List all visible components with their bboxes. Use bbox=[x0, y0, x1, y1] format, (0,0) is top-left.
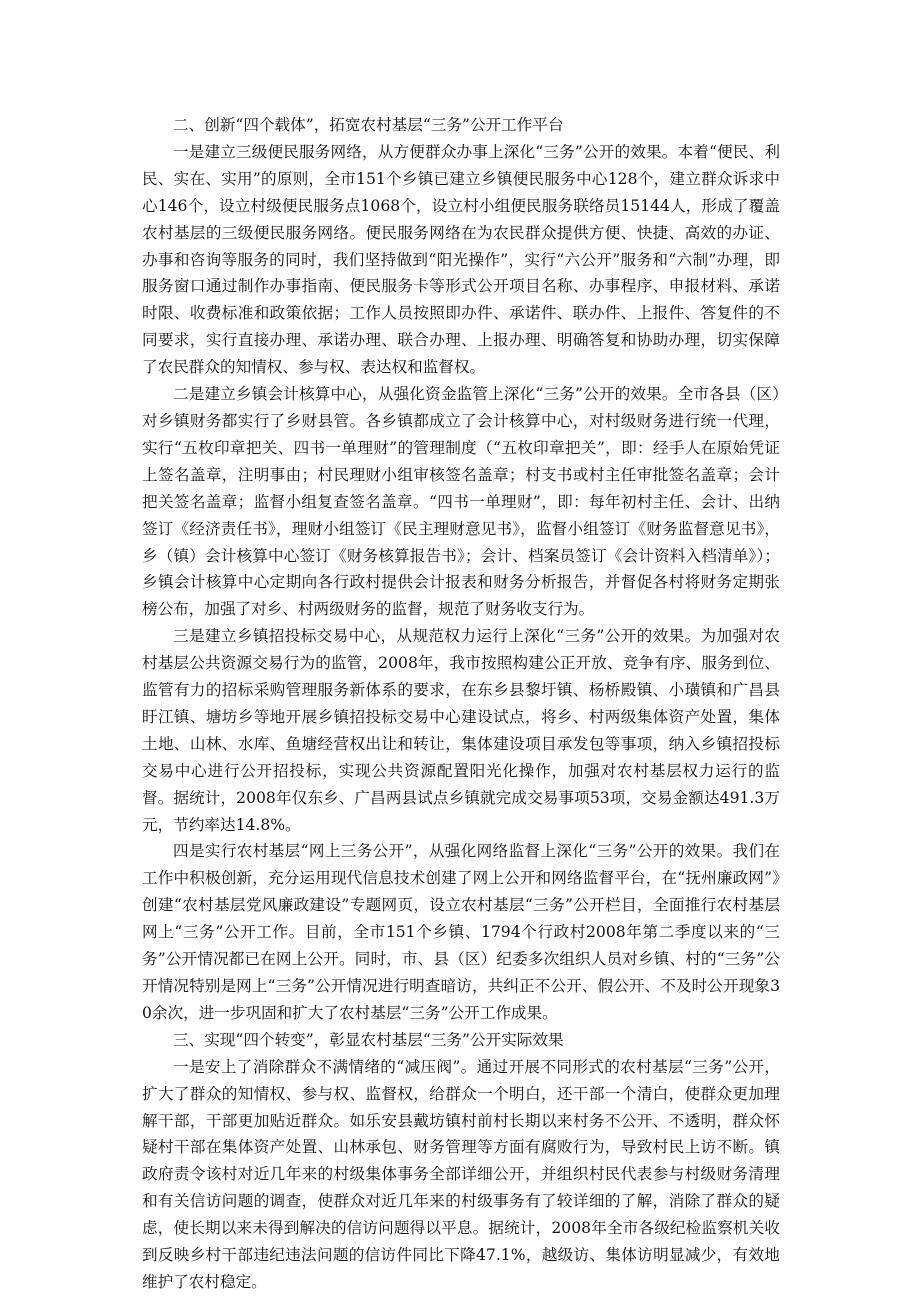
section-heading-two: 二、创新“四个载体”，拓宽农村基层“三务”公开工作平台 bbox=[173, 116, 564, 134]
paragraph-bidding-center: 三是建立乡镇招投标交易中心，从规范权力运行上深化“三务”公开的效果。为加强对农村基层公共资源交易行为的监管，2008年，我市按照构建公正开放、竞争有序、服务到位、监管有力的招标采购管理服务新体系的要求，在东乡县黎圩镇、杨桥殿镇、小璜镇和广昌县盱江镇、塘坊乡等地开展乡镇招投标交易中心建设试点，将乡、村两级集体资产处置，集体土地、山林、水库、鱼塘经营权出让和转让，集体建设项目承发包等事项，纳入乡镇招投标交易中心进行公开招投标，实现公共资源配置阳光化操作，加强对农村基层权力运行的监督。据统计，2008年仅东乡、广昌两县试点乡镇就完成交易事项53项，交易金额达491.3万元，节约率达14.8%。 bbox=[142, 627, 780, 834]
paragraph-accounting-center: 二是建立乡镇会计核算中心，从强化资金监管上深化“三务”公开的效果。全市各县（区）对乡镇财务都实行了乡财县管。各乡镇都成立了会计核算中心，对村级财务进行统一代理，实行“五枚印章把关、四书一单理财”的管理制度（“五枚印章把关”，即：经手人在原始凭证上签名盖章，注明事由；村民理财小组审核签名盖章；村支书或村主任审批签名盖章；会计把关签名盖章；监督小组复查签名盖章。“四书一单理财”，即：每年初村主任、会计、出纳签订《经济责任书》，理财小组签订《民主理财意见书》，监督小组签订《财务监督意见书》，乡（镇）会计核算中心签订《财务核算报告书》；会计、档案员签订《会计资料入档清单》）；乡镇会计核算中心定期向各行政村提供会计报表和财务分析报告，并督促各村将财务定期张榜公布，加强了对乡、村两级财务的监督，规范了财务收支行为。 bbox=[142, 385, 780, 619]
paragraph-pressure-valve: 一是安上了消除群众不满情绪的“减压阀”。通过开展不同形式的农村基层“三务”公开，扩大了群众的知情权、参与权、监督权，给群众一个明白，还干部一个清白，使群众更加理解干部，干部更加贴近群众。如乐安县戴坊镇村前村长期以来村务不公开、不透明，群众怀疑村干部在集体资产处置、山林承包、财务管理等方面有腐败行为，导致村民上访不断。镇政府责令该村对近几年来的村级集体事务全部详细公开，并组织村民代表参与村级财务清理和有关信访问题的调查，使群众对近几年来的村级事务有了较详细的了解，消除了群众的疑虑，使长期以来未得到解决的信访问题得以平息。据统计，2008年全市各级纪检监察机关收到反映乡村干部违纪违法问题的信访件同比下降47.1%，越级访、集体访明显减少，有效地维护了农村稳定。 bbox=[142, 1057, 780, 1291]
paragraph-service-network: 一是建立三级便民服务网络，从方便群众办事上深化“三务”公开的效果。本着“便民、利民、实在、实用”的原则，全市151个乡镇已建立乡镇便民服务中心128个，建立群众诉求中心146个，设立村级便民服务点1068个，设立村小组便民服务联络员15144人，形成了覆盖农村基层的三级便民服务网络。便民服务网络在为农民群众提供方便、快捷、高效的办证、办事和咨询等服务的同时，我们坚持做到“阳光操作”，实行“六公开”服务和“六制”办理，即服务窗口通过制作办事指南、便民服务卡等形式公开项目名称、办事程序、申报材料、承诺时限、收费标准和政策依据；工作人员按照即办件、承诺件、联办件、上报件、答复件的不同要求，实行直接办理、承诺办理、联合办理、上报办理、明确答复和协助办理，切实保障了农民群众的知情权、参与权、表达权和监督权。 bbox=[142, 142, 780, 377]
section-heading-three: 三、实现“四个转变”，彰显农村基层“三务”公开实际效果 bbox=[173, 1030, 564, 1049]
document-body bbox=[142, 112, 780, 1296]
paragraph-online-disclosure: 四是实行农村基层“网上三务公开”，从强化网络监督上深化“三务”公开的效果。我们在工作中积极创新，充分运用现代信息技术创建了网上公开和网络监督平台，在“抚州廉政网”》创建“农村基层党风廉政建设”专题网页，设立农村基层“三务”公开栏目，全面推行农村基层网上“三务”公开工作。目前，全市151个乡镇、1794个行政村2008年第二季度以来的“三务”公开情况都已在网上公开。同时，市、县（区）纪委多次组织人员对乡镇、村的“三务”公开情况特别是网上“三务”公开情况进行明查暗访，共纠正不公开、假公开、不及时公开现象30余次，进一步巩固和扩大了农村基层“三务”公开工作成果。 bbox=[142, 842, 780, 1022]
